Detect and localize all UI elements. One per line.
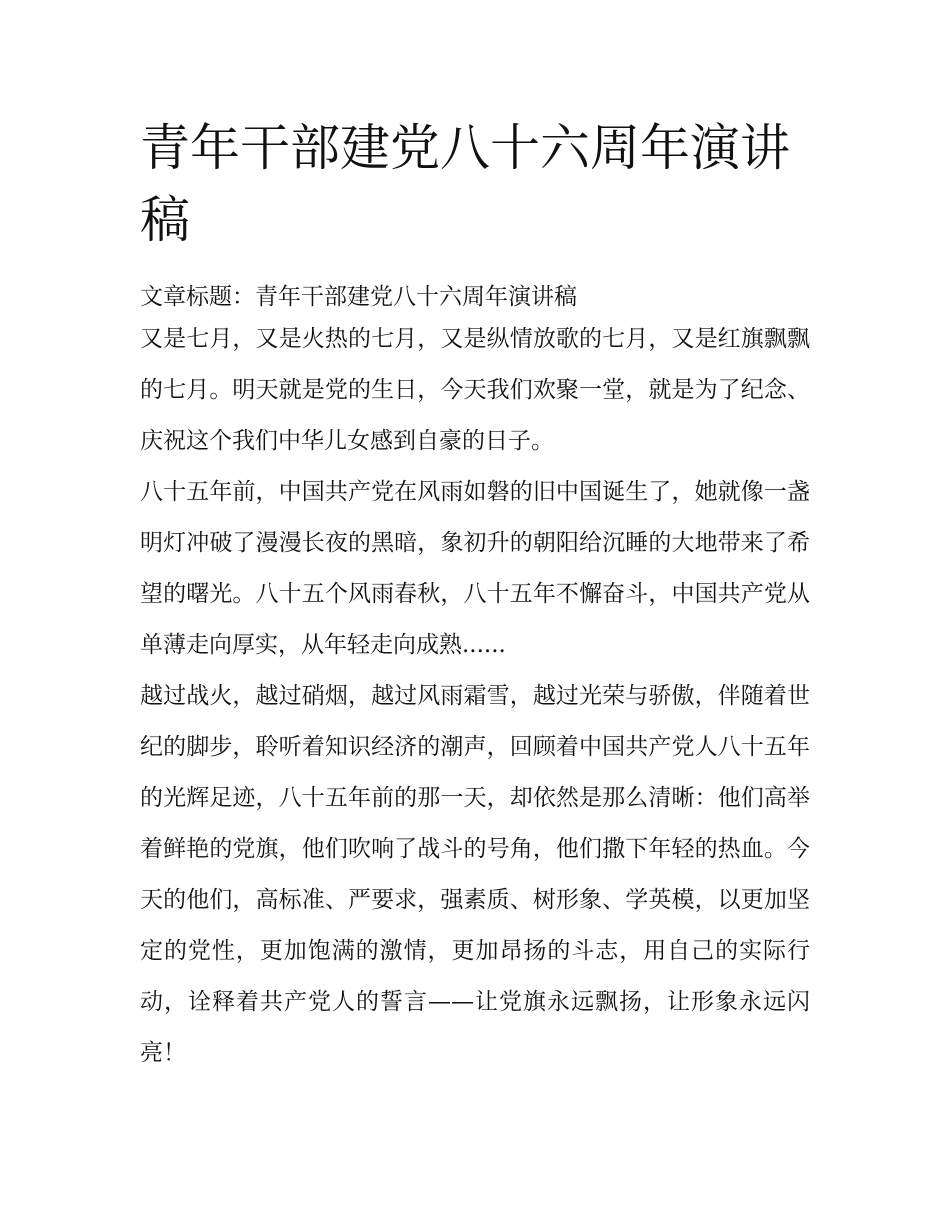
paragraph-2: 八十五年前，中国共产党在风雨如磐的旧中国诞生了，她就像一盏明灯冲破了漫漫长夜的黑暗，象初升的朝阳给沉睡的大地带来了希望的曙光。八十五个风雨春秋，八十五年不懈奋斗，中国共产党从单薄走向厚实，从年轻走向成熟...... — [140, 479, 810, 658]
document-title: 青年干部建党八十六周年演讲稿 — [140, 119, 790, 249]
paragraph-3: 越过战火，越过硝烟，越过风雨霜雪，越过光荣与骄傲，伴随着世纪的脚步，聆听着知识经济的潮声，回顾着中国共产党人八十五年的光辉足迹，八十五年前的那一天，却依然是那么清晰：他们高举着鲜艳的党旗，他们吹响了战斗的号角，他们撒下年轻的热血。今天的他们，高标准、严要求，强素质、树形象、学英模，以更加坚定的党性，更加饱满的激情，更加昂扬的斗志，用自己的实际行动，诠释着共产党人的誓言——让党旗永远飘扬，让形象永远闪亮！ — [140, 683, 810, 1066]
paragraph-1: 又是七月，又是火热的七月，又是纵情放歌的七月，又是红旗飘飘的七月。明天就是党的生日，今天我们欢聚一堂，就是为了纪念、庆祝这个我们中华儿女感到自豪的日子。 — [140, 326, 810, 454]
article-title-line: 文章标题：青年干部建党八十六周年演讲稿 — [140, 284, 577, 310]
document-page — [140, 112, 810, 1079]
